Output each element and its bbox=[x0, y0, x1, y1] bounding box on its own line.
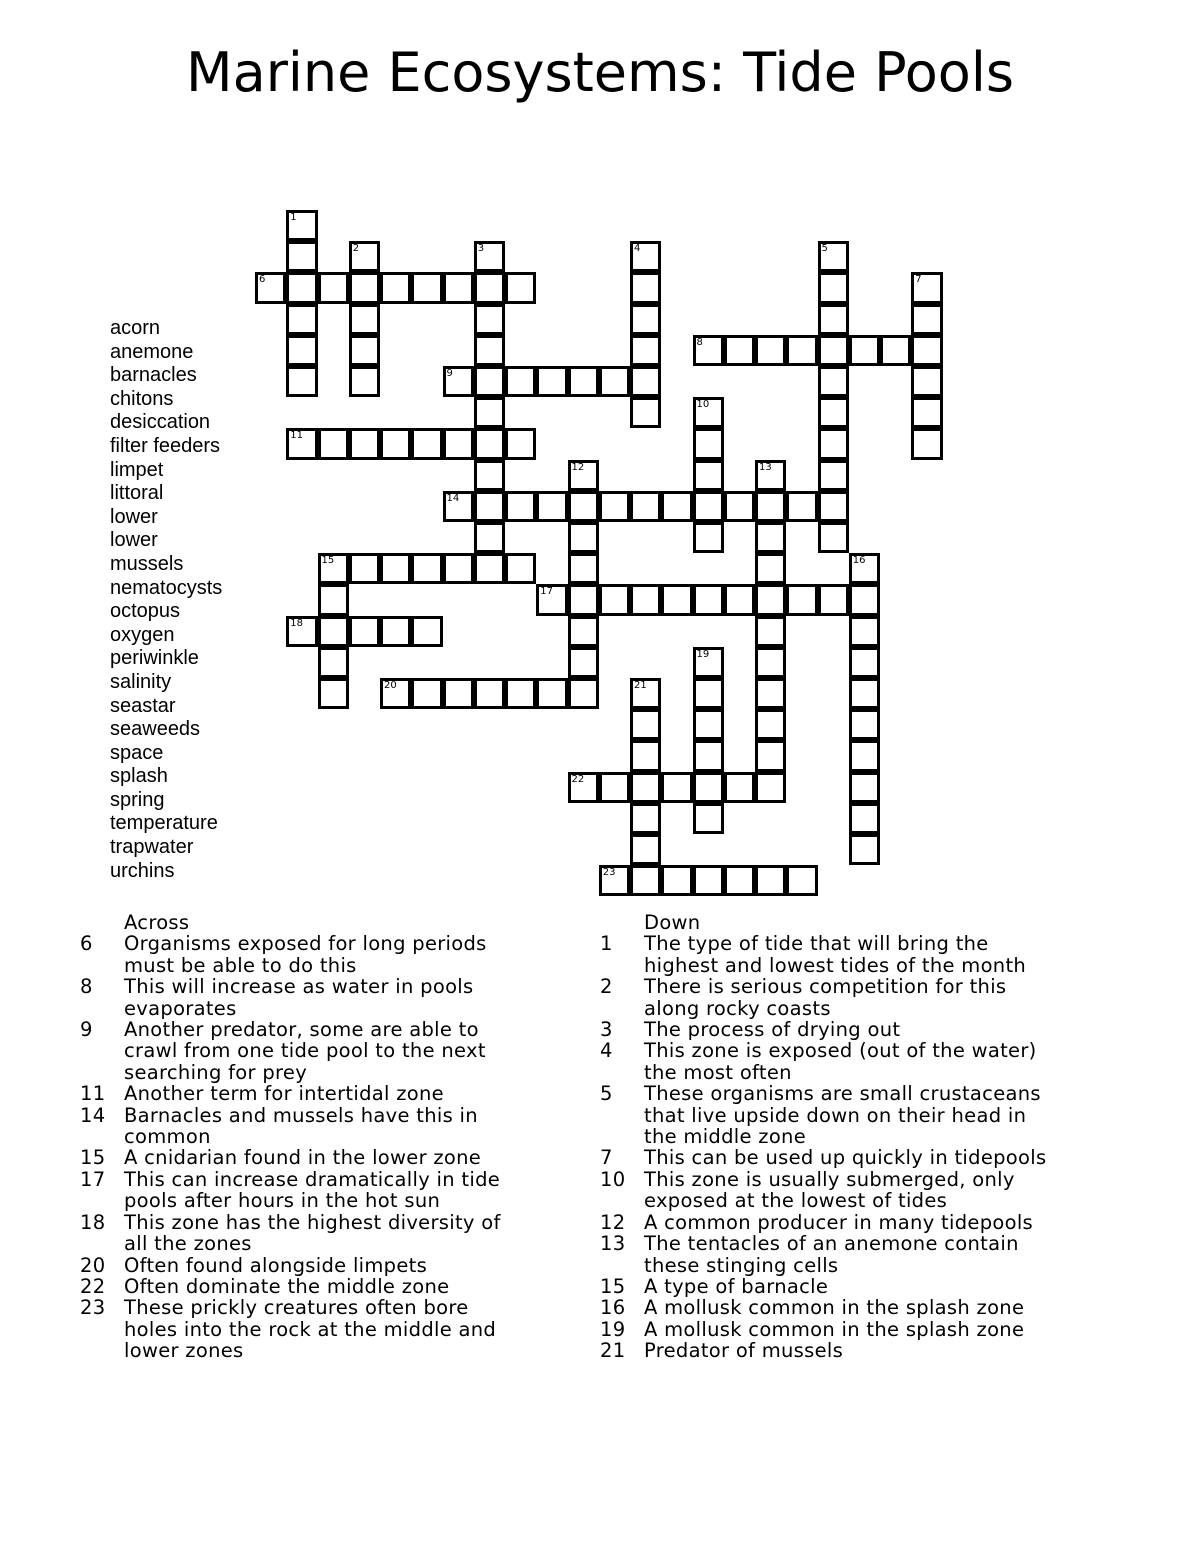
word-bank-item: lower bbox=[110, 529, 158, 552]
crossword-cell[interactable] bbox=[755, 865, 786, 896]
cell-number: 1 bbox=[290, 212, 297, 223]
cell-number: 13 bbox=[759, 461, 772, 473]
clue-number: 18 bbox=[80, 1210, 106, 1234]
clue-number: 15 bbox=[80, 1146, 106, 1170]
crossword-cell[interactable] bbox=[786, 584, 817, 615]
crossword-cell[interactable] bbox=[693, 397, 724, 428]
cell-number: 20 bbox=[384, 680, 397, 691]
cell-number: 21 bbox=[634, 680, 647, 691]
crossword-cell[interactable] bbox=[755, 740, 786, 771]
across-clue bbox=[80, 1255, 520, 1276]
crossword-cell[interactable] bbox=[474, 428, 505, 459]
crossword-cell[interactable] bbox=[286, 616, 317, 647]
crossword-cell[interactable] bbox=[693, 428, 724, 459]
crossword-cell[interactable] bbox=[443, 553, 474, 584]
across-clue bbox=[80, 1105, 520, 1148]
crossword-cell[interactable] bbox=[630, 678, 661, 709]
crossword-cell[interactable] bbox=[693, 678, 724, 709]
crossword-cell[interactable] bbox=[630, 241, 661, 272]
crossword-cell[interactable] bbox=[599, 772, 630, 803]
crossword-cell[interactable] bbox=[536, 584, 567, 615]
clue-number: 13 bbox=[600, 1232, 626, 1256]
down-clue bbox=[600, 933, 1060, 976]
word-bank-item: limpet bbox=[110, 458, 164, 481]
crossword-cell[interactable] bbox=[661, 772, 692, 803]
crossword-cell[interactable] bbox=[505, 491, 536, 522]
crossword-cell[interactable] bbox=[568, 647, 599, 678]
cell-number: 2 bbox=[352, 243, 360, 255]
word-bank-item: oxygen bbox=[110, 623, 175, 646]
clue-text: A mollusk common in the splash zone bbox=[644, 1317, 1025, 1341]
clue-text: Predator of mussels bbox=[644, 1339, 844, 1363]
crossword-cell[interactable] bbox=[411, 272, 442, 303]
crossword-cell[interactable] bbox=[630, 803, 661, 834]
cell-number: 8 bbox=[696, 336, 703, 348]
down-clue bbox=[600, 1019, 1060, 1040]
crossword-cell[interactable] bbox=[693, 740, 724, 771]
crossword-cell[interactable] bbox=[755, 709, 786, 740]
crossword-cell[interactable] bbox=[443, 491, 474, 522]
crossword-cell[interactable] bbox=[724, 491, 755, 522]
cell-number: 7 bbox=[915, 274, 922, 286]
crossword-cell[interactable] bbox=[849, 709, 880, 740]
crossword-cell[interactable] bbox=[755, 616, 786, 647]
cell-number: 18 bbox=[290, 617, 303, 629]
cell-number: 5 bbox=[821, 243, 828, 255]
crossword-cell[interactable] bbox=[286, 272, 317, 303]
crossword-cell[interactable] bbox=[474, 304, 505, 335]
down-clue bbox=[600, 1169, 1060, 1212]
clue-number: 23 bbox=[80, 1296, 106, 1320]
cell-number: 6 bbox=[259, 274, 266, 286]
crossword-cell[interactable] bbox=[786, 865, 817, 896]
crossword-cell[interactable] bbox=[911, 304, 942, 335]
clue-number: 8 bbox=[80, 975, 93, 999]
crossword-cell[interactable] bbox=[849, 834, 880, 865]
down-clue bbox=[600, 1040, 1060, 1083]
crossword-cell[interactable] bbox=[474, 272, 505, 303]
word-bank-item: anemone bbox=[110, 340, 194, 363]
crossword-cell[interactable] bbox=[693, 460, 724, 491]
crossword-cell[interactable] bbox=[568, 553, 599, 584]
crossword-cell[interactable] bbox=[755, 647, 786, 678]
crossword-cell[interactable] bbox=[568, 491, 599, 522]
clue-text: This zone has the highest diversity of all the zones bbox=[124, 1210, 501, 1256]
crossword-cell[interactable] bbox=[599, 366, 630, 397]
crossword-cell[interactable] bbox=[318, 428, 349, 459]
crossword-cell[interactable] bbox=[474, 397, 505, 428]
clue-number: 20 bbox=[80, 1253, 106, 1277]
word-bank-item: seaweeds bbox=[110, 718, 201, 741]
cell-number: 4 bbox=[634, 243, 641, 255]
crossword-cell[interactable] bbox=[849, 772, 880, 803]
crossword-cell[interactable] bbox=[755, 584, 786, 615]
clue-number: 22 bbox=[80, 1274, 106, 1298]
crossword-cell[interactable] bbox=[505, 428, 536, 459]
crossword-cell[interactable] bbox=[630, 366, 661, 397]
clue-number: 12 bbox=[600, 1210, 626, 1234]
cell-number: 15 bbox=[321, 555, 335, 567]
crossword-cell[interactable] bbox=[380, 553, 411, 584]
crossword-cell[interactable] bbox=[693, 647, 724, 678]
word-bank-item: mussels bbox=[110, 552, 184, 575]
crossword-cell[interactable] bbox=[724, 584, 755, 615]
clue-text: Another term for intertidal zone bbox=[124, 1082, 444, 1106]
crossword-cell[interactable] bbox=[349, 272, 380, 303]
down-clue bbox=[600, 1233, 1060, 1276]
crossword-cell[interactable] bbox=[818, 584, 849, 615]
crossword-cell[interactable] bbox=[318, 647, 349, 678]
down-clue bbox=[600, 1083, 1060, 1147]
clue-text: A cnidarian found in the lower zone bbox=[124, 1146, 482, 1170]
crossword-cell[interactable] bbox=[818, 241, 849, 272]
clue-number: 19 bbox=[600, 1317, 626, 1341]
down-clue bbox=[600, 1147, 1060, 1168]
clue-number: 6 bbox=[80, 932, 93, 956]
crossword-cell[interactable] bbox=[724, 772, 755, 803]
word-bank-item: desiccation bbox=[110, 411, 211, 434]
crossword-cell[interactable] bbox=[755, 678, 786, 709]
clue-number: 16 bbox=[600, 1296, 626, 1320]
crossword-cell[interactable] bbox=[630, 272, 661, 303]
crossword-cell[interactable] bbox=[349, 616, 380, 647]
across-clue bbox=[80, 1212, 520, 1255]
crossword-cell[interactable] bbox=[630, 335, 661, 366]
crossword-cell[interactable] bbox=[286, 304, 317, 335]
crossword-cell[interactable] bbox=[349, 553, 380, 584]
crossword-cell[interactable] bbox=[849, 616, 880, 647]
crossword-cell[interactable] bbox=[349, 304, 380, 335]
clue-text: These prickly creatures often bore holes into the rock at the middle and lower zones bbox=[124, 1296, 497, 1363]
crossword-cell[interactable] bbox=[786, 335, 817, 366]
crossword-cell[interactable] bbox=[818, 304, 849, 335]
cell-number: 3 bbox=[477, 243, 485, 255]
word-bank-item: littoral bbox=[110, 482, 164, 505]
crossword-cell[interactable] bbox=[505, 366, 536, 397]
crossword-cell[interactable] bbox=[568, 584, 599, 615]
crossword-cell[interactable] bbox=[755, 491, 786, 522]
clue-text: A type of barnacle bbox=[644, 1274, 829, 1298]
crossword-cell[interactable] bbox=[630, 397, 661, 428]
word-bank-item: spring bbox=[110, 788, 165, 811]
crossword-cell[interactable] bbox=[849, 553, 880, 584]
crossword-cell[interactable] bbox=[505, 553, 536, 584]
crossword-cell[interactable] bbox=[599, 584, 630, 615]
across-clue bbox=[80, 976, 520, 1019]
across-clue bbox=[80, 1147, 520, 1168]
crossword-cell[interactable] bbox=[505, 272, 536, 303]
crossword-cell[interactable] bbox=[630, 304, 661, 335]
down-clue bbox=[600, 1297, 1060, 1318]
crossword-cell[interactable] bbox=[318, 553, 349, 584]
crossword-cell[interactable] bbox=[630, 772, 661, 803]
clue-text: Another predator, some are able to crawl from one tide pool to the next searching for prey bbox=[124, 1018, 486, 1084]
crossword-cell[interactable] bbox=[818, 335, 849, 366]
crossword-cell[interactable] bbox=[474, 491, 505, 522]
crossword-cell[interactable] bbox=[693, 335, 724, 366]
crossword-cell[interactable] bbox=[755, 553, 786, 584]
page-title: Marine Ecosystems: Tide Pools bbox=[186, 41, 1014, 104]
clue-text: Organisms exposed for long periods must be able to do this bbox=[124, 932, 487, 977]
crossword-cell[interactable] bbox=[443, 272, 474, 303]
crossword-cell[interactable] bbox=[318, 616, 349, 647]
crossword-cell[interactable] bbox=[568, 772, 599, 803]
clue-number: 15 bbox=[600, 1274, 626, 1298]
crossword-cell[interactable] bbox=[661, 584, 692, 615]
clue-number: 7 bbox=[600, 1146, 613, 1170]
crossword-cell[interactable] bbox=[474, 366, 505, 397]
word-bank bbox=[110, 317, 222, 883]
clue-number: 2 bbox=[600, 975, 613, 999]
crossword-cell[interactable] bbox=[693, 865, 724, 896]
crossword-cell[interactable] bbox=[880, 335, 911, 366]
crossword-cell[interactable] bbox=[693, 772, 724, 803]
clue-text: This will increase as water in pools evaporates bbox=[124, 975, 474, 1020]
crossword-cell[interactable] bbox=[474, 553, 505, 584]
crossword-cell[interactable] bbox=[755, 522, 786, 553]
clue-number: 9 bbox=[80, 1018, 93, 1042]
crossword-cell[interactable] bbox=[755, 772, 786, 803]
crossword-cell[interactable] bbox=[818, 460, 849, 491]
clue-text: There is serious competition for this along rocky coasts bbox=[644, 975, 1007, 1020]
crossword-cell[interactable] bbox=[630, 709, 661, 740]
clue-text: Often dominate the middle zone bbox=[124, 1274, 450, 1298]
crossword-cell[interactable] bbox=[318, 678, 349, 709]
clue-text: Barnacles and mussels have this in common bbox=[124, 1103, 478, 1149]
crossword-cell[interactable] bbox=[443, 366, 474, 397]
clue-text: The process of drying out bbox=[644, 1018, 901, 1042]
across-clue bbox=[80, 1169, 520, 1212]
across-clues bbox=[80, 912, 520, 1362]
crossword-cell[interactable] bbox=[599, 865, 630, 896]
clue-number: 4 bbox=[600, 1039, 613, 1063]
across-clue bbox=[80, 1019, 520, 1083]
crossword-cell[interactable] bbox=[911, 366, 942, 397]
crossword-cell[interactable] bbox=[724, 335, 755, 366]
down-clue bbox=[600, 1276, 1060, 1297]
crossword-cell[interactable] bbox=[693, 584, 724, 615]
word-bank-item: octopus bbox=[110, 600, 181, 623]
crossword-cell[interactable] bbox=[630, 865, 661, 896]
crossword-cell[interactable] bbox=[849, 740, 880, 771]
crossword-cell[interactable] bbox=[693, 522, 724, 553]
crossword-cell[interactable] bbox=[849, 678, 880, 709]
clue-number: 1 bbox=[600, 932, 613, 956]
crossword-cell[interactable] bbox=[443, 678, 474, 709]
crossword-cell[interactable] bbox=[911, 428, 942, 459]
cell-number: 10 bbox=[696, 399, 710, 411]
crossword-cell[interactable] bbox=[443, 428, 474, 459]
clue-number: 17 bbox=[80, 1167, 106, 1191]
crossword-cell[interactable] bbox=[318, 584, 349, 615]
crossword-cell[interactable] bbox=[349, 241, 380, 272]
cell-number: 14 bbox=[446, 492, 460, 504]
clue-text: This zone is usually submerged, only exposed at the lowest of tides bbox=[644, 1167, 1015, 1213]
clue-number: 21 bbox=[600, 1339, 626, 1363]
cell-number: 22 bbox=[571, 773, 585, 785]
crossword-cell[interactable] bbox=[818, 522, 849, 553]
crossword-cell[interactable] bbox=[818, 397, 849, 428]
down-clue bbox=[600, 976, 1060, 1019]
across-clue bbox=[80, 1083, 520, 1104]
down-clue bbox=[600, 1340, 1060, 1361]
cell-number: 12 bbox=[571, 461, 585, 473]
crossword-cell[interactable] bbox=[380, 272, 411, 303]
across-clue bbox=[80, 1276, 520, 1297]
down-clue bbox=[600, 1319, 1060, 1340]
crossword-cell[interactable] bbox=[630, 584, 661, 615]
across-clue bbox=[80, 933, 520, 976]
word-bank-item: salinity bbox=[110, 670, 172, 693]
crossword-cell[interactable] bbox=[849, 803, 880, 834]
clue-number: 5 bbox=[600, 1082, 613, 1106]
crossword-cell[interactable] bbox=[411, 553, 442, 584]
down-heading: Down bbox=[644, 911, 701, 934]
crossword-cell[interactable] bbox=[661, 491, 692, 522]
across-heading: Across bbox=[124, 911, 190, 934]
clue-text: Often found alongside limpets bbox=[124, 1253, 428, 1277]
crossword-cell[interactable] bbox=[818, 428, 849, 459]
cell-number: 11 bbox=[290, 430, 303, 442]
crossword-cell[interactable] bbox=[474, 460, 505, 491]
crossword-cell[interactable] bbox=[411, 678, 442, 709]
down-clues bbox=[600, 912, 1060, 1362]
clue-number: 11 bbox=[80, 1082, 106, 1106]
crossword-cell[interactable] bbox=[849, 335, 880, 366]
crossword-cell[interactable] bbox=[818, 491, 849, 522]
crossword-cell[interactable] bbox=[286, 335, 317, 366]
clue-text: This can increase dramatically in tide pools after hours in the hot sun bbox=[124, 1167, 501, 1213]
crossword-cell[interactable] bbox=[693, 803, 724, 834]
crossword-cell[interactable] bbox=[286, 210, 317, 241]
clue-text: A mollusk common in the splash zone bbox=[644, 1296, 1025, 1320]
crossword-cell[interactable] bbox=[286, 428, 317, 459]
clue-number: 14 bbox=[80, 1103, 106, 1127]
crossword-cell[interactable] bbox=[599, 491, 630, 522]
crossword-cell[interactable] bbox=[349, 335, 380, 366]
crossword-cell[interactable] bbox=[286, 241, 317, 272]
crossword-cell[interactable] bbox=[818, 366, 849, 397]
crossword-cell[interactable] bbox=[630, 740, 661, 771]
crossword-cell[interactable] bbox=[724, 865, 755, 896]
crossword-cell[interactable] bbox=[536, 491, 567, 522]
crossword-cell[interactable] bbox=[380, 428, 411, 459]
clue-text: This can be used up quickly in tidepools bbox=[644, 1146, 1047, 1170]
crossword-cell[interactable] bbox=[849, 584, 880, 615]
word-bank-item: lower bbox=[110, 505, 158, 528]
crossword-cell[interactable] bbox=[536, 678, 567, 709]
word-bank-item: acorn bbox=[110, 317, 161, 339]
crossword-cell[interactable] bbox=[568, 522, 599, 553]
word-bank-item: space bbox=[110, 741, 164, 764]
crossword-cell[interactable] bbox=[474, 335, 505, 366]
clue-text: The tentacles of an anemone contain these stinging cells bbox=[644, 1232, 1019, 1277]
word-bank-item: periwinkle bbox=[110, 647, 199, 670]
crossword-cell[interactable] bbox=[911, 272, 942, 303]
crossword-cell[interactable] bbox=[911, 335, 942, 366]
crossword-cell[interactable] bbox=[411, 428, 442, 459]
crossword-cell[interactable] bbox=[255, 272, 286, 303]
crossword-cell[interactable] bbox=[755, 460, 786, 491]
word-bank-item: filter feeders bbox=[110, 434, 221, 457]
crossword-cell[interactable] bbox=[349, 428, 380, 459]
clue-text: The type of tide that will bring the highest and lowest tides of the month bbox=[644, 932, 1027, 977]
word-bank-item: splash bbox=[110, 765, 168, 788]
crossword-cell[interactable] bbox=[474, 522, 505, 553]
cell-number: 17 bbox=[540, 586, 553, 598]
crossword-cell[interactable] bbox=[318, 272, 349, 303]
crossword-cell[interactable] bbox=[849, 647, 880, 678]
down-clue bbox=[600, 1212, 1060, 1233]
across-clue bbox=[80, 1297, 520, 1361]
crossword-cell[interactable] bbox=[505, 678, 536, 709]
cell-number: 9 bbox=[446, 368, 453, 379]
word-bank-item: nematocysts bbox=[110, 576, 223, 599]
crossword-cell[interactable] bbox=[755, 335, 786, 366]
crossword-cell[interactable] bbox=[630, 491, 661, 522]
crossword-cell[interactable] bbox=[536, 366, 567, 397]
cell-number: 19 bbox=[696, 648, 710, 660]
word-bank-item: seastar bbox=[110, 694, 176, 717]
crossword-cell[interactable] bbox=[693, 709, 724, 740]
crossword-cell[interactable] bbox=[411, 616, 442, 647]
crossword-cell[interactable] bbox=[630, 834, 661, 865]
clue-number: 3 bbox=[600, 1018, 613, 1042]
crossword-cell[interactable] bbox=[568, 616, 599, 647]
crossword-cell[interactable] bbox=[911, 397, 942, 428]
crossword-cell[interactable] bbox=[661, 865, 692, 896]
crossword-cell[interactable] bbox=[693, 491, 724, 522]
word-bank-item: barnacles bbox=[110, 364, 197, 387]
crossword-cell[interactable] bbox=[568, 460, 599, 491]
clue-number: 10 bbox=[600, 1167, 626, 1191]
crossword-cell[interactable] bbox=[474, 241, 505, 272]
word-bank-item: trapwater bbox=[110, 836, 194, 859]
cell-number: 16 bbox=[852, 555, 866, 567]
word-bank-item: temperature bbox=[110, 812, 218, 835]
crossword-cell[interactable] bbox=[568, 678, 599, 709]
word-bank-item: urchins bbox=[110, 859, 175, 882]
cell-number: 23 bbox=[602, 867, 616, 879]
clue-text: This zone is exposed (out of the water) the most often bbox=[644, 1039, 1037, 1084]
crossword-cell[interactable] bbox=[380, 616, 411, 647]
crossword-cell[interactable] bbox=[786, 491, 817, 522]
clue-text: These organisms are small crustaceans that live upside down on their head in the middle zone bbox=[644, 1082, 1041, 1149]
crossword-cell[interactable] bbox=[568, 366, 599, 397]
clue-text: A common producer in many tidepools bbox=[644, 1210, 1034, 1234]
crossword-cell[interactable] bbox=[818, 272, 849, 303]
crossword-cell[interactable] bbox=[380, 678, 411, 709]
crossword-cell[interactable] bbox=[286, 366, 317, 397]
word-bank-item: chitons bbox=[110, 387, 174, 410]
crossword-cell[interactable] bbox=[349, 366, 380, 397]
crossword-cell[interactable] bbox=[474, 678, 505, 709]
